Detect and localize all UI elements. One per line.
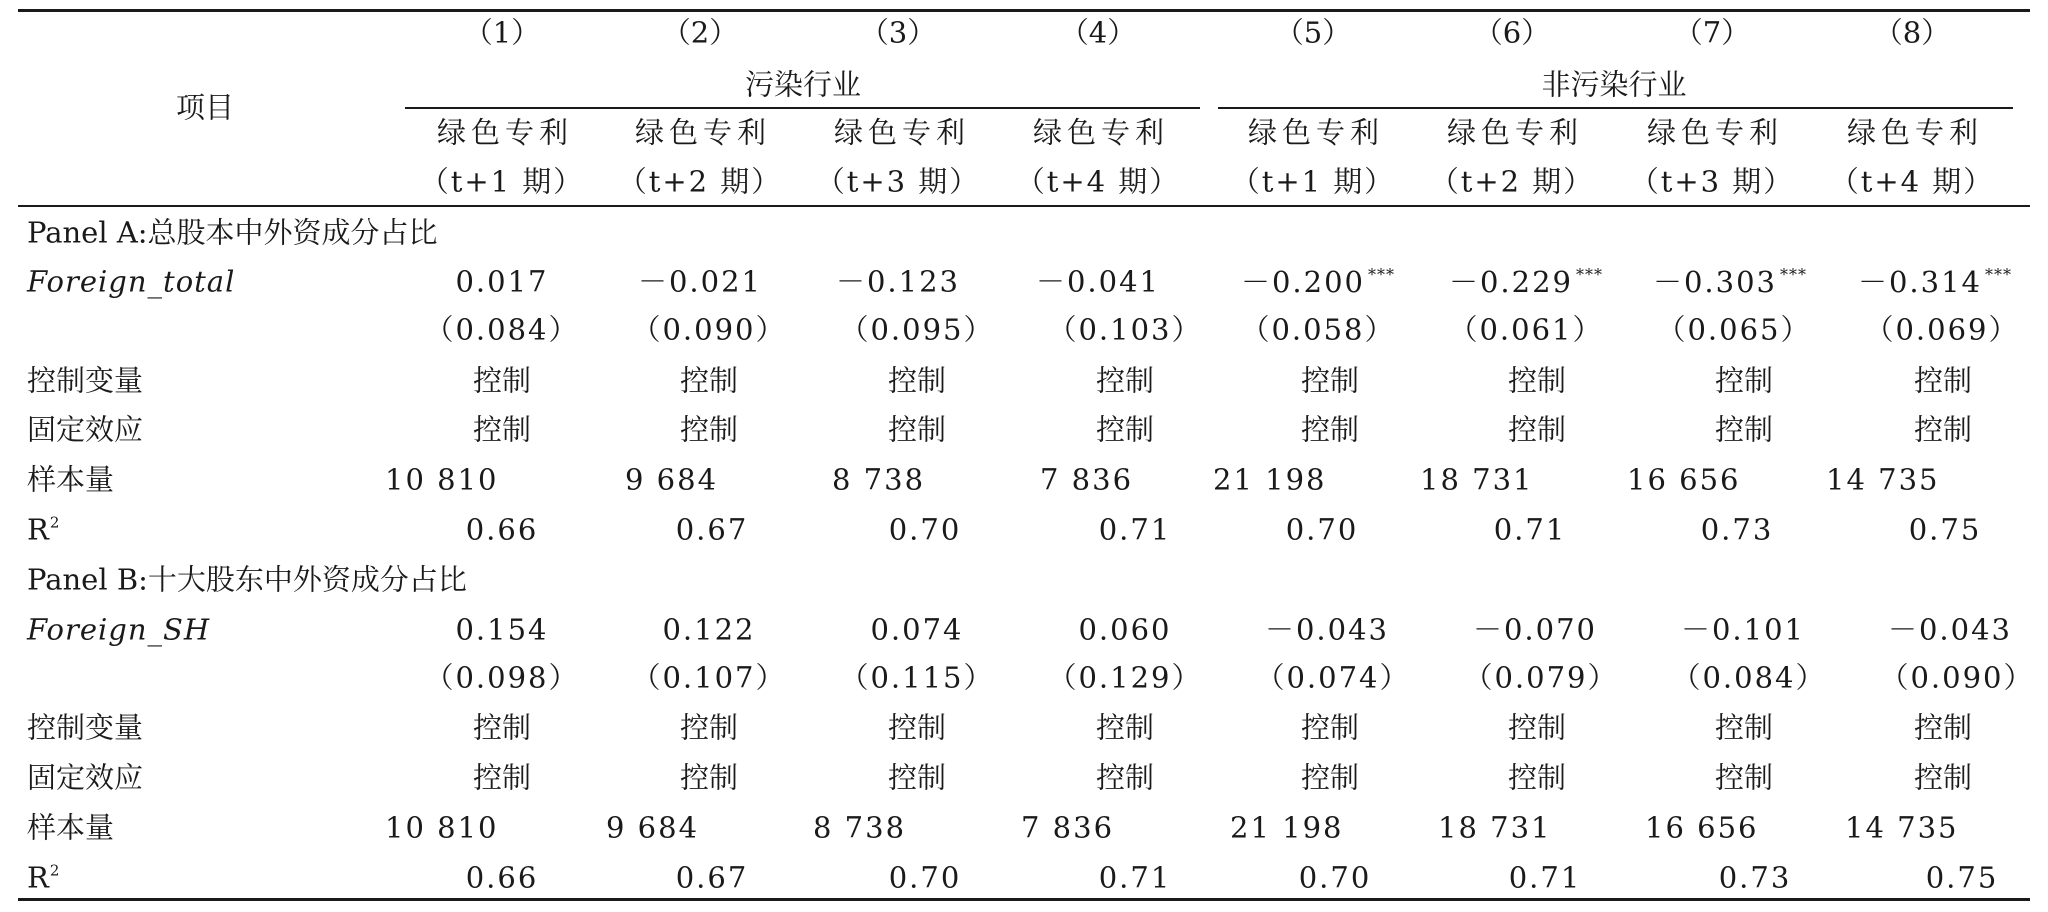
col-number-3: （3） [859,15,937,50]
panel-b-n-5: 21 198 [1230,810,1344,845]
period-1: （t+1 期） [419,164,585,199]
panel-a-r2-4: 0.71 [1098,512,1172,547]
panel-a-coef-8: －0.314 *** [1857,265,2013,299]
col-number-4: （4） [1059,15,1137,50]
panel-b-coef-3: 0.074 [870,612,964,647]
panel-a-coef-2: －0.021 [637,264,763,299]
panel-b-n-6: 18 731 [1438,810,1552,845]
significance-stars: *** [1576,265,1604,284]
panel-b-var-name: Foreign_SH [27,612,211,647]
panel-b-r2-8: 0.75 [1925,860,1999,895]
significance-stars: *** [1780,265,1808,284]
significance-stars: *** [1368,265,1396,284]
panel-b-r2-4: 0.71 [1098,860,1172,895]
dep-var-7: 绿色专利 [1646,115,1784,150]
panel-b-controls-1: 控制 [472,710,532,745]
dep-var-5: 绿色专利 [1247,115,1385,150]
dep-var-4: 绿色专利 [1032,115,1170,150]
panel-b-controls-6: 控制 [1507,710,1567,745]
panel-b-se-6: （0.079） [1463,660,1619,695]
item-header: 项目 [175,90,235,125]
panel-a-se-8: （0.069） [1864,312,2020,347]
panel-a-fe-2: 控制 [679,412,739,447]
panel-a-fe-3: 控制 [887,412,947,447]
top-rule [18,9,2030,12]
panel-a-n-8: 14 735 [1826,462,1940,497]
panel-b-fe-6: 控制 [1507,760,1567,795]
dep-var-8: 绿色专利 [1846,115,1984,150]
panel-b-controls-2: 控制 [679,710,739,745]
panel-a-se-2: （0.090） [631,312,787,347]
panel-a-controls-2: 控制 [679,363,739,398]
polluting-group-underline [405,107,1200,109]
panel-b-se-2: （0.107） [631,660,787,695]
group-nonpolluting: 非污染行业 [1541,67,1687,102]
panel-b-r2-5: 0.70 [1298,860,1372,895]
panel-a-r2-7: 0.73 [1700,512,1774,547]
panel-a-se-3: （0.095） [839,312,995,347]
panel-b-fe-4: 控制 [1095,760,1155,795]
panel-b-n-7: 16 656 [1645,810,1759,845]
panel-b-n-2: 9 684 [606,810,700,845]
panel-a-controls-6: 控制 [1507,363,1567,398]
panel-b-n-8: 14 735 [1845,810,1959,845]
panel-b-coef-6: －0.070 [1472,612,1598,647]
panel-b-r2-3: 0.70 [888,860,962,895]
panel-a-controls-7: 控制 [1714,363,1774,398]
panel-b-controls-3: 控制 [887,710,947,745]
panel-a-fe-4: 控制 [1095,412,1155,447]
panel-a-var-name: Foreign_total [27,264,236,299]
panel-b-n-3: 8 738 [813,810,907,845]
panel-b-coef-4: 0.060 [1078,612,1172,647]
panel-a-controls-3: 控制 [887,363,947,398]
panel-a-controls-5: 控制 [1300,363,1360,398]
period-5: （t+1 期） [1230,164,1396,199]
period-2: （t+2 期） [617,164,783,199]
panel-b-fe-3: 控制 [887,760,947,795]
panel-b-r2-7: 0.73 [1718,860,1792,895]
panel-a-r2-6: 0.71 [1493,512,1567,547]
panel-b-controls-7: 控制 [1714,710,1774,745]
panel-a-coef-7: －0.303 *** [1652,265,1808,299]
panel-b-title: Panel B:十大股东中外资成分占比 [27,562,467,597]
panel-b-r2-label: $R^2$ [27,860,60,895]
dep-var-6: 绿色专利 [1446,115,1584,150]
period-4: （t+4 期） [1015,164,1181,199]
panel-a-coef-5: －0.200 *** [1240,265,1396,299]
group-polluting: 污染行业 [744,67,862,102]
panel-b-se-4: （0.129） [1047,660,1203,695]
panel-b-fe-8: 控制 [1913,760,1973,795]
panel-a-controls-label: 控制变量 [27,363,144,398]
col-number-6: （6） [1473,15,1551,50]
panel-b-coef-7: －0.101 [1680,612,1806,647]
panel-a-controls-1: 控制 [472,363,532,398]
panel-a-fe-8: 控制 [1913,412,1973,447]
panel-b-n-label: 样本量 [27,810,115,845]
panel-b-r2-2: 0.67 [675,860,749,895]
panel-a-n-5: 21 198 [1213,462,1327,497]
panel-b-fe-5: 控制 [1300,760,1360,795]
panel-a-n-4: 7 836 [1040,462,1134,497]
panel-a-se-6: （0.061） [1448,312,1604,347]
panel-a-se-5: （0.058） [1240,312,1396,347]
panel-a-title: Panel A:总股本中外资成分占比 [27,215,438,250]
panel-a-n-label: 样本量 [27,462,115,497]
col-number-7: （7） [1673,15,1751,50]
panel-b-controls-8: 控制 [1913,710,1973,745]
period-8: （t+4 期） [1829,164,1995,199]
col-number-8: （8） [1873,15,1951,50]
col-number-5: （5） [1274,15,1352,50]
panel-a-fe-7: 控制 [1714,412,1774,447]
panel-b-se-8: （0.090） [1879,660,2035,695]
panel-b-coef-8: －0.043 [1887,612,2013,647]
dep-var-2: 绿色专利 [634,115,772,150]
panel-b-se-5: （0.074） [1255,660,1411,695]
panel-b-n-4: 7 836 [1021,810,1115,845]
panel-a-r2-label: $R^2$ [27,512,60,547]
period-3: （t+3 期） [815,164,981,199]
panel-a-fe-5: 控制 [1300,412,1360,447]
panel-b-n-1: 10 810 [385,810,499,845]
panel-a-n-6: 18 731 [1420,462,1534,497]
panel-a-coef-1: 0.017 [455,264,549,299]
panel-a-coef-3: －0.123 [835,264,961,299]
panel-a-fe-6: 控制 [1507,412,1567,447]
panel-a-r2-2: 0.67 [675,512,749,547]
panel-b-se-7: （0.084） [1671,660,1827,695]
panel-a-fe-label: 固定效应 [27,412,144,447]
panel-a-n-2: 9 684 [625,462,719,497]
panel-b-se-3: （0.115） [839,660,995,695]
panel-a-n-3: 8 738 [832,462,926,497]
panel-b-fe-label: 固定效应 [27,760,144,795]
panel-b-controls-5: 控制 [1300,710,1360,745]
panel-a-se-7: （0.065） [1656,312,1812,347]
col-number-1: （1） [463,15,541,50]
panel-b-fe-2: 控制 [679,760,739,795]
panel-b-coef-5: －0.043 [1264,612,1390,647]
nonpolluting-group-underline [1218,107,2013,109]
period-7: （t+3 期） [1629,164,1795,199]
panel-b-coef-1: 0.154 [455,612,549,647]
panel-a-controls-4: 控制 [1095,363,1155,398]
dep-var-1: 绿色专利 [436,115,574,150]
panel-a-controls-8: 控制 [1913,363,1973,398]
panel-b-fe-7: 控制 [1714,760,1774,795]
panel-a-coef-4: －0.041 [1035,264,1161,299]
period-6: （t+2 期） [1429,164,1595,199]
header-bottom-rule [18,205,2030,207]
panel-a-fe-1: 控制 [472,412,532,447]
panel-b-controls-4: 控制 [1095,710,1155,745]
dep-var-3: 绿色专利 [833,115,971,150]
panel-b-se-1: （0.098） [424,660,580,695]
bottom-rule [18,898,2030,901]
panel-b-controls-label: 控制变量 [27,710,144,745]
panel-b-fe-1: 控制 [472,760,532,795]
panel-b-r2-6: 0.71 [1508,860,1582,895]
panel-a-se-1: （0.084） [424,312,580,347]
panel-b-r2-1: 0.66 [465,860,539,895]
significance-stars: *** [1985,265,2013,284]
col-number-2: （2） [661,15,739,50]
panel-a-r2-8: 0.75 [1908,512,1982,547]
panel-a-r2-5: 0.70 [1285,512,1359,547]
panel-a-r2-1: 0.66 [465,512,539,547]
panel-b-coef-2: 0.122 [662,612,756,647]
panel-a-coef-6: －0.229 *** [1448,265,1604,299]
panel-a-n-7: 16 656 [1627,462,1741,497]
panel-a-se-4: （0.103） [1047,312,1203,347]
panel-a-n-1: 10 810 [385,462,499,497]
panel-a-r2-3: 0.70 [888,512,962,547]
